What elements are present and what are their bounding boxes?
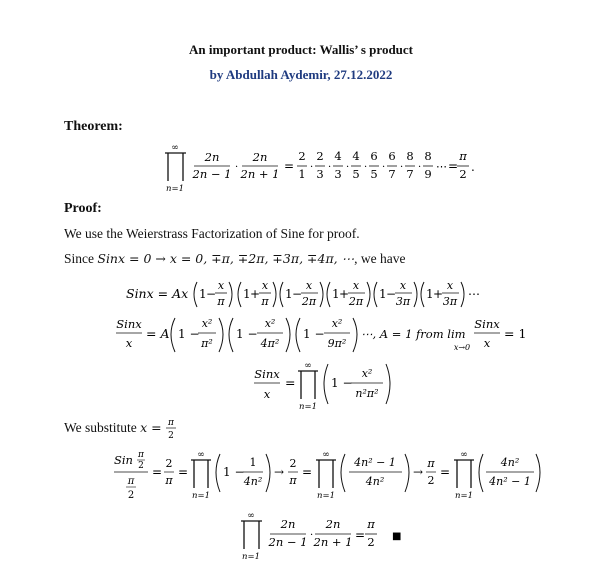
svg-text:π: π (165, 474, 173, 487)
eq2-lim-den: x (483, 336, 491, 350)
proof-heading: Proof: (64, 201, 102, 216)
svg-text:π: π (261, 295, 269, 308)
product-lower: n=1 (165, 184, 185, 194)
svg-text:Sin: Sin (114, 453, 133, 467)
svg-text:+: + (339, 287, 350, 301)
substitute-line (64, 420, 162, 436)
substitute-math: x = (140, 420, 162, 435)
svg-text:π: π (217, 295, 225, 308)
svg-text:4π²: 4π² (260, 337, 280, 350)
svg-text:x²: x² (331, 317, 343, 330)
theorem-pi: π (459, 149, 467, 163)
equation-infinite-product (250, 356, 420, 412)
eq4-product-sign-1 (191, 460, 211, 488)
eq1-factor (421, 279, 464, 308)
svg-text:∞: ∞ (247, 511, 255, 521)
svg-text:2: 2 (168, 431, 174, 441)
svg-text:−: − (292, 287, 303, 301)
equation-sine-product (120, 276, 500, 312)
svg-text:π: π (127, 476, 135, 487)
svg-text:2: 2 (138, 461, 144, 471)
svg-text:1: 1 (243, 287, 251, 301)
theorem-den2: 2n + 1 (240, 167, 280, 181)
theorem-sequence (297, 149, 433, 181)
svg-text:n=1: n=1 (241, 552, 261, 562)
theorem-period: . (471, 160, 475, 174)
seq-den: 5 (370, 167, 378, 181)
theorem-equation (160, 140, 480, 192)
svg-text:→: → (413, 465, 424, 479)
substitute-fraction (164, 416, 178, 442)
eq1-factor (327, 279, 370, 308)
svg-text:x²: x² (264, 317, 276, 330)
svg-text:1: 1 (285, 287, 293, 301)
seq-den: 7 (388, 167, 396, 181)
product-upper: ∞ (171, 143, 179, 153)
eq2-factor (296, 317, 357, 352)
svg-text:·: · (328, 162, 332, 173)
svg-text:x: x (305, 279, 313, 292)
eq1-lhs: Sinx = Ax (126, 286, 189, 301)
svg-text:x: x (352, 279, 360, 292)
svg-text:2: 2 (289, 457, 297, 470)
svg-text:∞: ∞ (460, 450, 468, 460)
svg-text:π: π (289, 474, 297, 487)
eq4-lhs (114, 450, 148, 501)
eq1-factor (194, 279, 232, 308)
svg-text:2π: 2π (301, 295, 317, 308)
seq-den: 7 (406, 167, 414, 181)
eq1-factor (374, 279, 417, 308)
seq-num: 8 (406, 149, 414, 163)
seq-num: 8 (424, 149, 432, 163)
seq-den: 3 (334, 167, 342, 181)
seq-num: 4 (334, 149, 342, 163)
eq1-factor (280, 279, 323, 308)
svg-text:·: · (364, 162, 368, 173)
eq4-product-sign-3 (454, 460, 474, 488)
svg-text:−: − (206, 287, 217, 301)
svg-text:1: 1 (249, 456, 257, 469)
eq2-lim-num: Sinx (474, 317, 500, 331)
svg-text:n=1: n=1 (316, 491, 336, 501)
svg-text:3π: 3π (395, 295, 411, 308)
svg-text:2n: 2n (280, 517, 296, 531)
eq2-lhs-den: x (125, 336, 133, 350)
svg-text:=: = (302, 465, 313, 479)
svg-text:→: → (274, 465, 285, 479)
svg-text:1 −: 1 − (223, 465, 245, 479)
svg-text:9π²: 9π² (327, 337, 347, 350)
proof-line-2-suffix: , we have (354, 251, 406, 266)
svg-text:2: 2 (367, 535, 375, 549)
svg-text:4n² − 1: 4n² − 1 (354, 456, 396, 469)
theorem-heading: Theorem: (64, 119, 123, 134)
seq-den: 1 (298, 167, 306, 181)
svg-text:x: x (261, 279, 269, 292)
eq3-product-sign (298, 371, 318, 399)
eq2-factor (229, 317, 290, 352)
svg-text:2n: 2n (325, 517, 341, 531)
svg-text:2π: 2π (348, 295, 364, 308)
eq2-tail: ⋯, A = 1 from lim (361, 327, 466, 341)
eq3-lhs-num: Sinx (254, 367, 280, 381)
svg-text:∞: ∞ (322, 450, 330, 460)
svg-text:4n²: 4n² (243, 475, 263, 488)
svg-text:n=1: n=1 (454, 491, 474, 501)
seq-num: 6 (370, 149, 378, 163)
svg-text:·: · (346, 162, 350, 173)
seq-num: 4 (352, 149, 360, 163)
seq-den: 3 (316, 167, 324, 181)
svg-text:π: π (138, 450, 144, 460)
svg-text:·: · (400, 162, 404, 173)
svg-text:=: = (152, 465, 163, 479)
svg-text:π²: π² (201, 337, 213, 350)
proof-line-2-math: Sinx = 0 → x = 0, ∓π, ∓2π, ∓3π, ∓4π, ⋯ (97, 251, 355, 266)
final-product-sign (241, 521, 262, 549)
svg-text:=: = (178, 465, 189, 479)
svg-text:4n²: 4n² (365, 475, 385, 488)
svg-text:=: = (440, 465, 451, 479)
svg-text:1 −: 1 − (303, 327, 325, 341)
svg-text:x: x (399, 279, 407, 292)
proof-line-2-prefix: Since (64, 251, 98, 266)
theorem-equals: = (283, 159, 295, 173)
equation-substituted (112, 444, 542, 504)
seq-num: 2 (298, 149, 306, 163)
svg-text:·: · (310, 162, 314, 173)
svg-text:+: + (250, 287, 261, 301)
svg-text:π: π (168, 418, 174, 428)
author-line: by Abdullah Aydemir, 27.12.2022 (209, 67, 393, 82)
svg-text:2: 2 (127, 490, 135, 501)
eq3-one: 1 − (331, 376, 353, 390)
theorem-den1: 2n − 1 (192, 167, 232, 181)
svg-text:x²: x² (201, 317, 213, 330)
svg-text:π: π (367, 517, 375, 531)
eq3-eq: = (285, 375, 296, 390)
svg-text:2n − 1: 2n − 1 (268, 535, 308, 549)
svg-text:1: 1 (379, 287, 387, 301)
svg-text:∞: ∞ (197, 450, 205, 460)
eq2-rhs: = 1 (504, 326, 527, 341)
qed-mark: ■ (392, 531, 402, 542)
paper-title: An important product: Wallis’ s product (188, 42, 414, 57)
product-sign (165, 153, 186, 181)
eq2-eq-a: = A (146, 326, 170, 341)
eq3-lhs-den: x (263, 387, 271, 401)
eq2-factor (171, 317, 223, 352)
svg-text:−: − (386, 287, 397, 301)
eq3-lower: n=1 (298, 402, 318, 412)
svg-text:2n + 1: 2n + 1 (313, 535, 353, 549)
eq3-upper: ∞ (304, 361, 312, 371)
theorem-ellipsis: ⋯ (436, 160, 447, 173)
svg-text:·: · (310, 530, 314, 541)
svg-text:n=1: n=1 (191, 491, 211, 501)
svg-text:x: x (217, 279, 225, 292)
svg-text:x: x (446, 279, 454, 292)
eq4-product-sign-2 (316, 460, 336, 488)
substitute-text: We substitute (64, 420, 141, 435)
svg-text:·: · (382, 162, 386, 173)
svg-text:=: = (355, 528, 366, 542)
seq-num: 6 (388, 149, 396, 163)
eq2-lim-sub: x→0 (453, 343, 471, 352)
svg-text:3π: 3π (442, 295, 458, 308)
eq2-lhs-num: Sinx (116, 317, 142, 331)
equation-final (236, 508, 416, 564)
theorem-two: 2 (459, 167, 467, 181)
svg-text:·: · (418, 162, 422, 173)
svg-text:1 −: 1 − (178, 327, 200, 341)
proof-line-2 (64, 251, 405, 267)
svg-text:2: 2 (427, 474, 435, 487)
seq-num: 2 (316, 149, 324, 163)
svg-text:1: 1 (332, 287, 340, 301)
svg-text:+: + (433, 287, 444, 301)
eq1-tail: ⋯ (468, 287, 480, 301)
theorem-num1: 2n (204, 150, 220, 164)
eq3-num: x² (361, 367, 373, 380)
svg-text:2: 2 (165, 457, 173, 470)
proof-line-1: We use the Weierstrass Factorization of Sine for proof. (64, 226, 360, 241)
svg-text:·: · (235, 162, 239, 173)
svg-text:1 −: 1 − (236, 327, 258, 341)
svg-text:4n² − 1: 4n² − 1 (489, 475, 531, 488)
svg-text:1: 1 (426, 287, 434, 301)
svg-text:4n²: 4n² (500, 456, 520, 469)
eq1-factor (238, 279, 276, 308)
seq-den: 5 (352, 167, 360, 181)
svg-text:1: 1 (199, 287, 207, 301)
equation-sinc-product (112, 314, 532, 356)
eq3-den: n²π² (355, 387, 379, 400)
theorem-num2: 2n (252, 150, 268, 164)
svg-text:=: = (448, 159, 459, 173)
seq-den: 9 (424, 167, 432, 181)
svg-text:π: π (427, 457, 435, 470)
